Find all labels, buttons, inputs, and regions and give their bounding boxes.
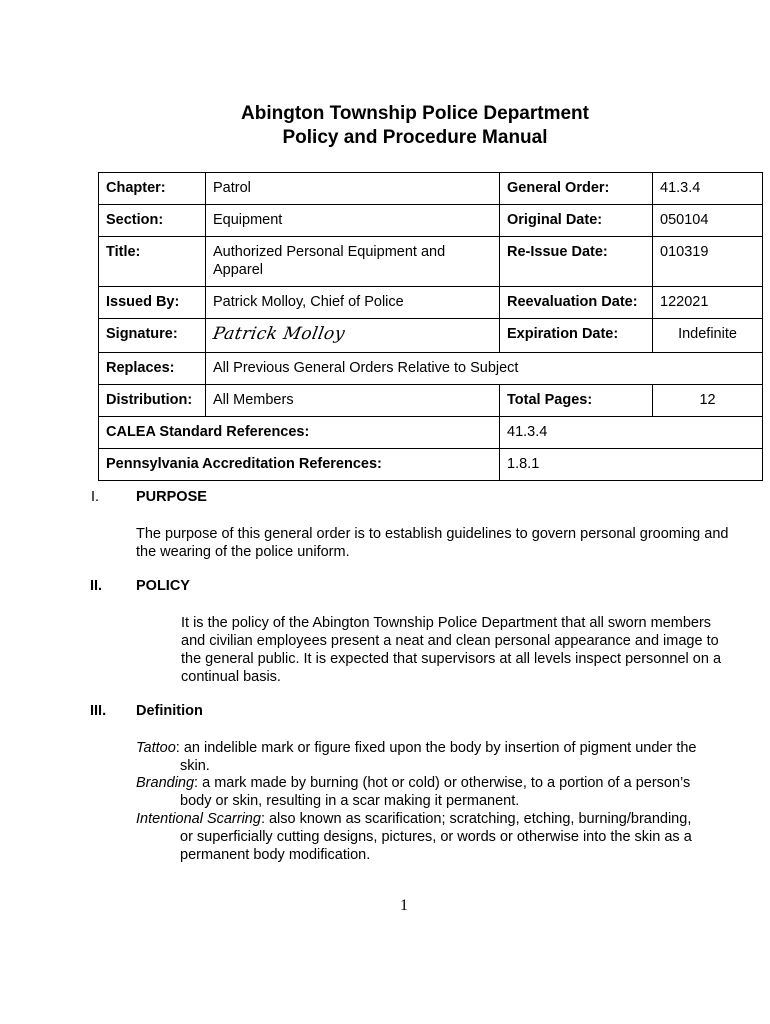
replaces-value: All Previous General Orders Relative to Subject	[206, 353, 763, 385]
definition-branding-line1: : a mark made by burning (hot or cold) or otherwise, to a portion of a person’s	[194, 775, 691, 791]
total-pages-label: Total Pages:	[500, 385, 653, 417]
signature-cell	[206, 319, 500, 353]
definition-scarring-line1: : also known as scarification; scratching, etching, burning/branding,	[260, 811, 692, 827]
page-number: 1	[400, 897, 408, 914]
section-number-2: II.	[90, 578, 103, 594]
term-branding: Branding	[136, 775, 195, 791]
term-tattoo: Tattoo	[136, 740, 176, 756]
replaces-label: Replaces:	[99, 353, 206, 385]
calea-label: CALEA Standard References:	[99, 417, 500, 449]
section-value: Equipment	[206, 205, 500, 237]
distribution-value: All Members	[206, 385, 500, 417]
title-value: Authorized Personal Equipment and Apparel	[206, 237, 500, 287]
expiration-date-value: Indefinite	[653, 319, 763, 353]
reissue-date-value: 010319	[653, 237, 763, 287]
section-number-3: III.	[90, 703, 107, 719]
definition-tattoo	[136, 739, 726, 775]
definition-scarring-cont: or superficially cutting designs, pictures, or words or otherwise into the skin as a permanent body modification.	[180, 829, 692, 863]
issued-by-value: Patrick Molloy, Chief of Police	[206, 287, 500, 319]
pa-accreditation-value: 1.8.1	[500, 449, 763, 481]
section-heading-policy: POLICY	[136, 578, 190, 594]
reevaluation-date-label: Reevaluation Date:	[500, 287, 653, 319]
title-label: Title:	[99, 237, 206, 287]
handwritten-signature: Patrick Molloy	[211, 324, 347, 344]
document-subtitle: Policy and Procedure Manual	[282, 127, 548, 148]
definition-tattoo-line1: : an indelible mark or figure fixed upon the body by insertion of pigment under the	[175, 740, 697, 756]
original-date-value: 050104	[653, 205, 763, 237]
purpose-text: The purpose of this general order is to establish guidelines to govern personal grooming and the wearing of the police uniform.	[136, 526, 729, 560]
general-order-label: General Order:	[500, 173, 653, 205]
section-heading-definition: Definition	[136, 703, 203, 719]
general-order-value: 41.3.4	[653, 173, 763, 205]
definition-scarring	[136, 810, 726, 864]
distribution-label: Distribution:	[99, 385, 206, 417]
document-title: Abington Township Police Department	[241, 103, 589, 124]
definition-branding-cont: body or skin, resulting in a scar making it permanent.	[180, 793, 520, 809]
original-date-label: Original Date:	[500, 205, 653, 237]
reevaluation-date-value: 122021	[653, 287, 763, 319]
section-label: Section:	[99, 205, 206, 237]
chapter-label: Chapter:	[99, 173, 206, 205]
signature-label: Signature:	[99, 319, 206, 353]
definition-tattoo-cont: skin.	[180, 758, 210, 774]
expiration-date-label: Expiration Date:	[500, 319, 653, 353]
issued-by-label: Issued By:	[99, 287, 206, 319]
definition-branding	[136, 774, 726, 810]
pa-accreditation-label: Pennsylvania Accreditation References:	[99, 449, 500, 481]
total-pages-value: 12	[653, 385, 763, 417]
chapter-value: Patrol	[206, 173, 500, 205]
calea-value: 41.3.4	[500, 417, 763, 449]
policy-text: It is the policy of the Abington Township Police Department that all sworn members and civilian employees present a neat and clean personal appearance and image to the general public. It is expected that supervisors at all levels inspect personnel on a continual basis.	[181, 615, 722, 685]
term-intentional-scarring: Intentional Scarring	[136, 811, 261, 827]
section-number-1: I.	[91, 489, 100, 505]
general-order-header-table	[98, 172, 763, 481]
reissue-date-label: Re-Issue Date:	[500, 237, 653, 287]
section-heading-purpose: PURPOSE	[136, 489, 207, 505]
